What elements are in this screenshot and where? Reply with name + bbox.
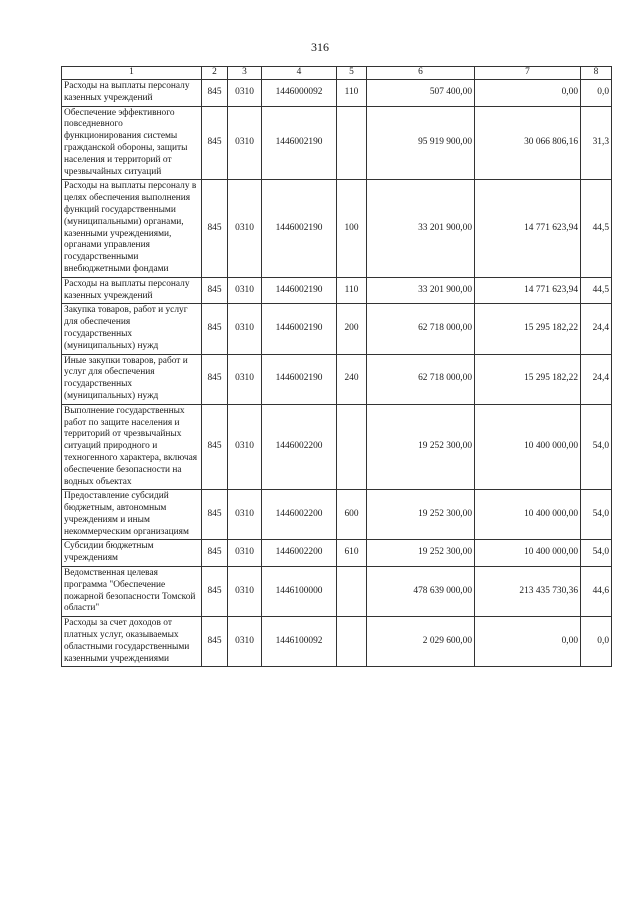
expense-name: Предоставление субсидий бюджетным, автономным учреждениям и иным некоммерческим организациям (62, 490, 202, 540)
col-header: 1 (62, 67, 202, 80)
target-article: 1446000092 (262, 80, 337, 107)
execution-percent: 44,5 (581, 180, 612, 277)
budget-table (61, 66, 612, 667)
table-row (62, 106, 612, 180)
expense-name: Расходы на выплаты персоналу казенных учреждений (62, 277, 202, 304)
table-row (62, 304, 612, 354)
execution-percent: 24,4 (581, 354, 612, 404)
expense-type (337, 404, 367, 490)
table-row (62, 490, 612, 540)
planned-amount: 19 252 300,00 (367, 404, 475, 490)
planned-amount: 33 201 900,00 (367, 277, 475, 304)
ministry-code: 845 (202, 567, 228, 617)
section-code: 0310 (228, 304, 262, 354)
expense-type: 240 (337, 354, 367, 404)
section-code: 0310 (228, 617, 262, 667)
section-code: 0310 (228, 106, 262, 180)
expense-type: 110 (337, 277, 367, 304)
target-article: 1446002200 (262, 540, 337, 567)
ministry-code: 845 (202, 304, 228, 354)
ministry-code: 845 (202, 277, 228, 304)
execution-percent: 44,5 (581, 277, 612, 304)
table-row (62, 567, 612, 617)
ministry-code: 845 (202, 180, 228, 277)
header-row (62, 67, 612, 80)
ministry-code: 845 (202, 404, 228, 490)
ministry-code: 845 (202, 540, 228, 567)
col-header: 8 (581, 67, 612, 80)
executed-amount: 30 066 806,16 (475, 106, 581, 180)
planned-amount: 95 919 900,00 (367, 106, 475, 180)
expense-name: Закупка товаров, работ и услуг для обеспечения государственных (муниципальных) нужд (62, 304, 202, 354)
planned-amount: 507 400,00 (367, 80, 475, 107)
ministry-code: 845 (202, 354, 228, 404)
section-code: 0310 (228, 567, 262, 617)
expense-name: Ведомственная целевая программа "Обеспечение пожарной безопасности Томской области" (62, 567, 202, 617)
planned-amount: 19 252 300,00 (367, 540, 475, 567)
col-header: 5 (337, 67, 367, 80)
expense-name: Расходы за счет доходов от платных услуг, оказываемых областными государственными казенными учреждениями (62, 617, 202, 667)
target-article: 1446002190 (262, 304, 337, 354)
expense-name: Выполнение государственных работ по защите населения и территорий от чрезвычайных ситуаций природного и техногенного характера, включая обеспечение безопасности на водных объектах (62, 404, 202, 490)
expense-name: Субсидии бюджетным учреждениям (62, 540, 202, 567)
table-row (62, 80, 612, 107)
ministry-code: 845 (202, 106, 228, 180)
col-header: 2 (202, 67, 228, 80)
section-code: 0310 (228, 277, 262, 304)
execution-percent: 44,6 (581, 567, 612, 617)
target-article: 1446002190 (262, 277, 337, 304)
table-row (62, 540, 612, 567)
section-code: 0310 (228, 404, 262, 490)
table-row (62, 354, 612, 404)
execution-percent: 0,0 (581, 617, 612, 667)
executed-amount: 14 771 623,94 (475, 180, 581, 277)
page-number: 316 (311, 40, 329, 54)
ministry-code: 845 (202, 490, 228, 540)
execution-percent: 54,0 (581, 490, 612, 540)
expense-name: Расходы на выплаты персоналу казенных учреждений (62, 80, 202, 107)
target-article: 1446002190 (262, 180, 337, 277)
expense-type: 100 (337, 180, 367, 277)
table-row (62, 180, 612, 277)
executed-amount: 14 771 623,94 (475, 277, 581, 304)
executed-amount: 0,00 (475, 80, 581, 107)
col-header: 3 (228, 67, 262, 80)
planned-amount: 478 639 000,00 (367, 567, 475, 617)
table-row (62, 404, 612, 490)
section-code: 0310 (228, 354, 262, 404)
executed-amount: 10 400 000,00 (475, 404, 581, 490)
section-code: 0310 (228, 80, 262, 107)
expense-type: 610 (337, 540, 367, 567)
col-header: 7 (475, 67, 581, 80)
table-row (62, 277, 612, 304)
planned-amount: 62 718 000,00 (367, 354, 475, 404)
ministry-code: 845 (202, 617, 228, 667)
section-code: 0310 (228, 180, 262, 277)
planned-amount: 19 252 300,00 (367, 490, 475, 540)
executed-amount: 15 295 182,22 (475, 354, 581, 404)
executed-amount: 15 295 182,22 (475, 304, 581, 354)
execution-percent: 54,0 (581, 540, 612, 567)
target-article: 1446002200 (262, 490, 337, 540)
expense-type (337, 106, 367, 180)
planned-amount: 62 718 000,00 (367, 304, 475, 354)
execution-percent: 31,3 (581, 106, 612, 180)
executed-amount: 0,00 (475, 617, 581, 667)
expense-type: 110 (337, 80, 367, 107)
executed-amount: 10 400 000,00 (475, 540, 581, 567)
planned-amount: 2 029 600,00 (367, 617, 475, 667)
expense-name: Иные закупки товаров, работ и услуг для обеспечения государственных (муниципальных) нужд (62, 354, 202, 404)
expense-type (337, 617, 367, 667)
expense-name: Обеспечение эффективного повседневного функционирования системы гражданской обороны, защиты населения и территорий от чрезвычайных ситуаций (62, 106, 202, 180)
table-row (62, 617, 612, 667)
ministry-code: 845 (202, 80, 228, 107)
target-article: 1446002190 (262, 106, 337, 180)
expense-type (337, 567, 367, 617)
section-code: 0310 (228, 540, 262, 567)
executed-amount: 10 400 000,00 (475, 490, 581, 540)
target-article: 1446002200 (262, 404, 337, 490)
expense-type: 600 (337, 490, 367, 540)
target-article: 1446002190 (262, 354, 337, 404)
execution-percent: 0,0 (581, 80, 612, 107)
expense-type: 200 (337, 304, 367, 354)
section-code: 0310 (228, 490, 262, 540)
execution-percent: 24,4 (581, 304, 612, 354)
executed-amount: 213 435 730,36 (475, 567, 581, 617)
execution-percent: 54,0 (581, 404, 612, 490)
col-header: 6 (367, 67, 475, 80)
planned-amount: 33 201 900,00 (367, 180, 475, 277)
col-header: 4 (262, 67, 337, 80)
target-article: 1446100092 (262, 617, 337, 667)
expense-name: Расходы на выплаты персоналу в целях обеспечения выполнения функций государственными (муниципальными) органами, казенными учреждениями, органами управления государственными внебюджетными фондами (62, 180, 202, 277)
target-article: 1446100000 (262, 567, 337, 617)
